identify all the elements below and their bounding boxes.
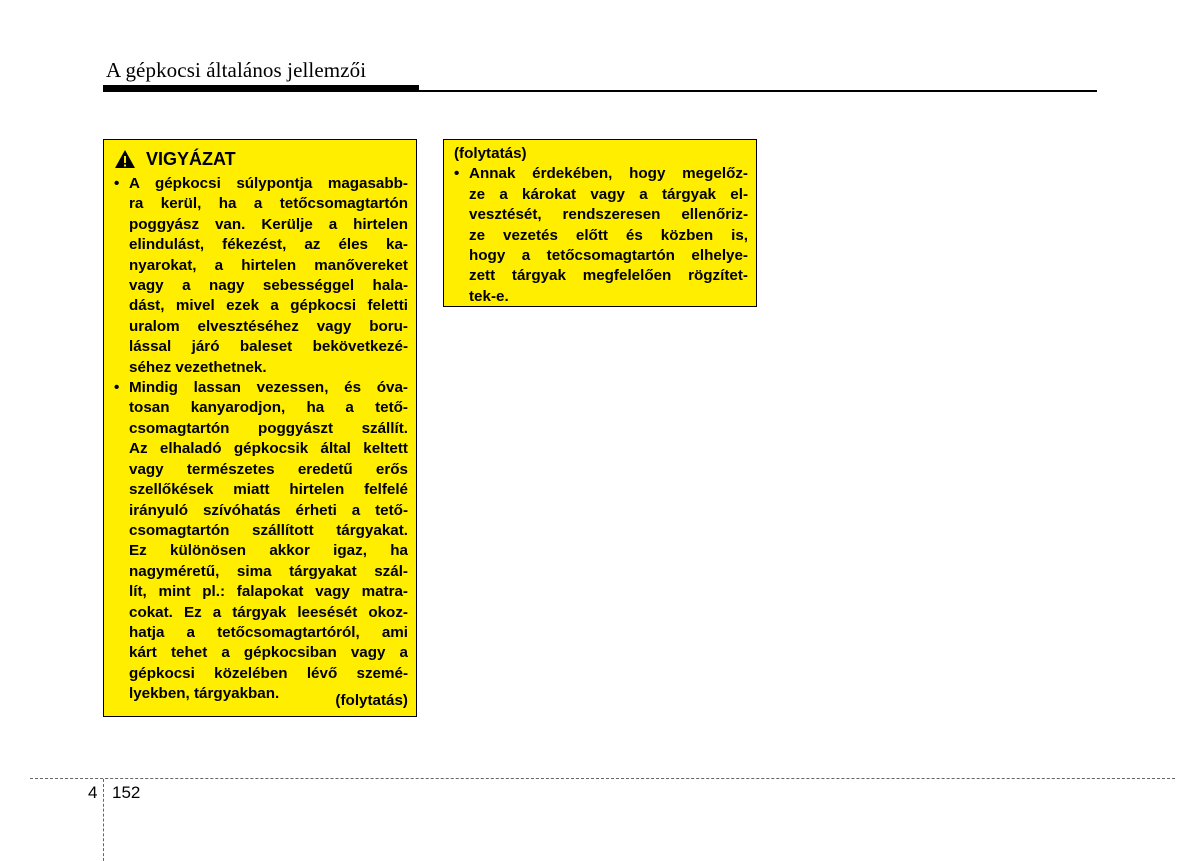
text-line: Mindig lassan vezessen, és óva-: [129, 379, 408, 397]
text-line: csomagtartón poggyászt szállít.: [129, 419, 408, 437]
text-line: vagy a nagy sebességgel hala-: [129, 277, 408, 295]
text-line: hogy a tetőcsomagtartón elhelye-: [469, 247, 748, 265]
text-line: kárt tehet a gépkocsiban vagy a: [129, 644, 408, 662]
text-line: Ez különösen akkor igaz, ha: [129, 542, 408, 560]
footer-vertical-divider: [103, 779, 104, 861]
text-line: elindulást, fékezést, az éles ka-: [129, 236, 408, 254]
text-line: tosan kanyarodjon, ha a tető-: [129, 399, 408, 417]
chapter-number: 4: [88, 783, 98, 802]
continued-heading: (folytatás): [454, 145, 527, 162]
continuation-list: [454, 164, 748, 307]
text-line: Az elhaladó gépkocsik által keltett: [129, 440, 408, 458]
text-line: séhez vezethetnek.: [129, 358, 267, 376]
text-line: Annak érdekében, hogy megelőz-: [469, 165, 748, 183]
bullet-glyph: •: [454, 165, 460, 183]
text-line: szellőkések miatt hirtelen felfelé: [129, 481, 408, 499]
text-line: vesztését, rendszeresen ellenőriz-: [469, 206, 748, 224]
continued-label: (folytatás): [335, 691, 408, 709]
bullet-glyph: •: [114, 175, 120, 192]
text-line: poggyász van. Kerülje a hirtelen: [129, 215, 408, 233]
continuation-box: [443, 139, 757, 307]
text-line: uralom elvesztéséhez vagy boru-: [129, 317, 408, 335]
warning-triangle-icon: [114, 149, 136, 169]
list-item: [114, 378, 408, 705]
text-line: csomagtartón szállított tárgyakat.: [129, 521, 408, 539]
text-line: cokat. Ez a tárgyak leesését okoz-: [129, 603, 408, 621]
text-line: zett tárgyak megfelelően rögzítet-: [469, 267, 748, 285]
page-number: 152: [112, 783, 141, 802]
warning-heading: [114, 148, 408, 170]
header-rule-thick: [103, 85, 419, 92]
text-line: ze a károkat vagy a tárgyak el-: [469, 185, 748, 203]
list-item: [454, 164, 748, 307]
text-line: tek-e.: [469, 287, 509, 305]
bullet-glyph: •: [114, 379, 120, 397]
text-line: ra kerül, ha a tetőcsomagtartón: [129, 195, 408, 213]
list-item: [114, 174, 408, 378]
text-line: gépkocsi közelében lévő szemé-: [129, 664, 408, 682]
text-line: nyarokat, a hirtelen manővereket: [129, 256, 408, 274]
warning-list: [114, 174, 408, 705]
footer-divider: [30, 778, 1175, 779]
warning-title: VIGYÁZAT: [146, 148, 236, 169]
text-line: lít, mint pl.: falapokat vagy matra-: [129, 583, 408, 601]
text-line: hatja a tetőcsomagtartóról, ami: [129, 623, 408, 641]
text-line: nagyméretű, sima tárgyakat szál-: [129, 562, 408, 580]
text-line: vagy természetes eredetű erős: [129, 460, 408, 478]
header-rule-thin: [419, 90, 1097, 92]
text-line: dást, mivel ezek a gépkocsi feletti: [129, 297, 408, 315]
text-line: ze vezetés előtt és közben is,: [469, 226, 748, 244]
section-title: A gépkocsi általános jellemzői: [106, 58, 367, 82]
text-line: lással járó baleset bekövetkezé-: [129, 338, 408, 356]
warning-box: [103, 139, 417, 717]
text-line: lyekben, tárgyakban.: [129, 685, 280, 703]
text-line: irányuló szívóhatás érheti a tető-: [129, 501, 408, 519]
text-line: A gépkocsi súlypontja magasabb-: [129, 175, 408, 192]
